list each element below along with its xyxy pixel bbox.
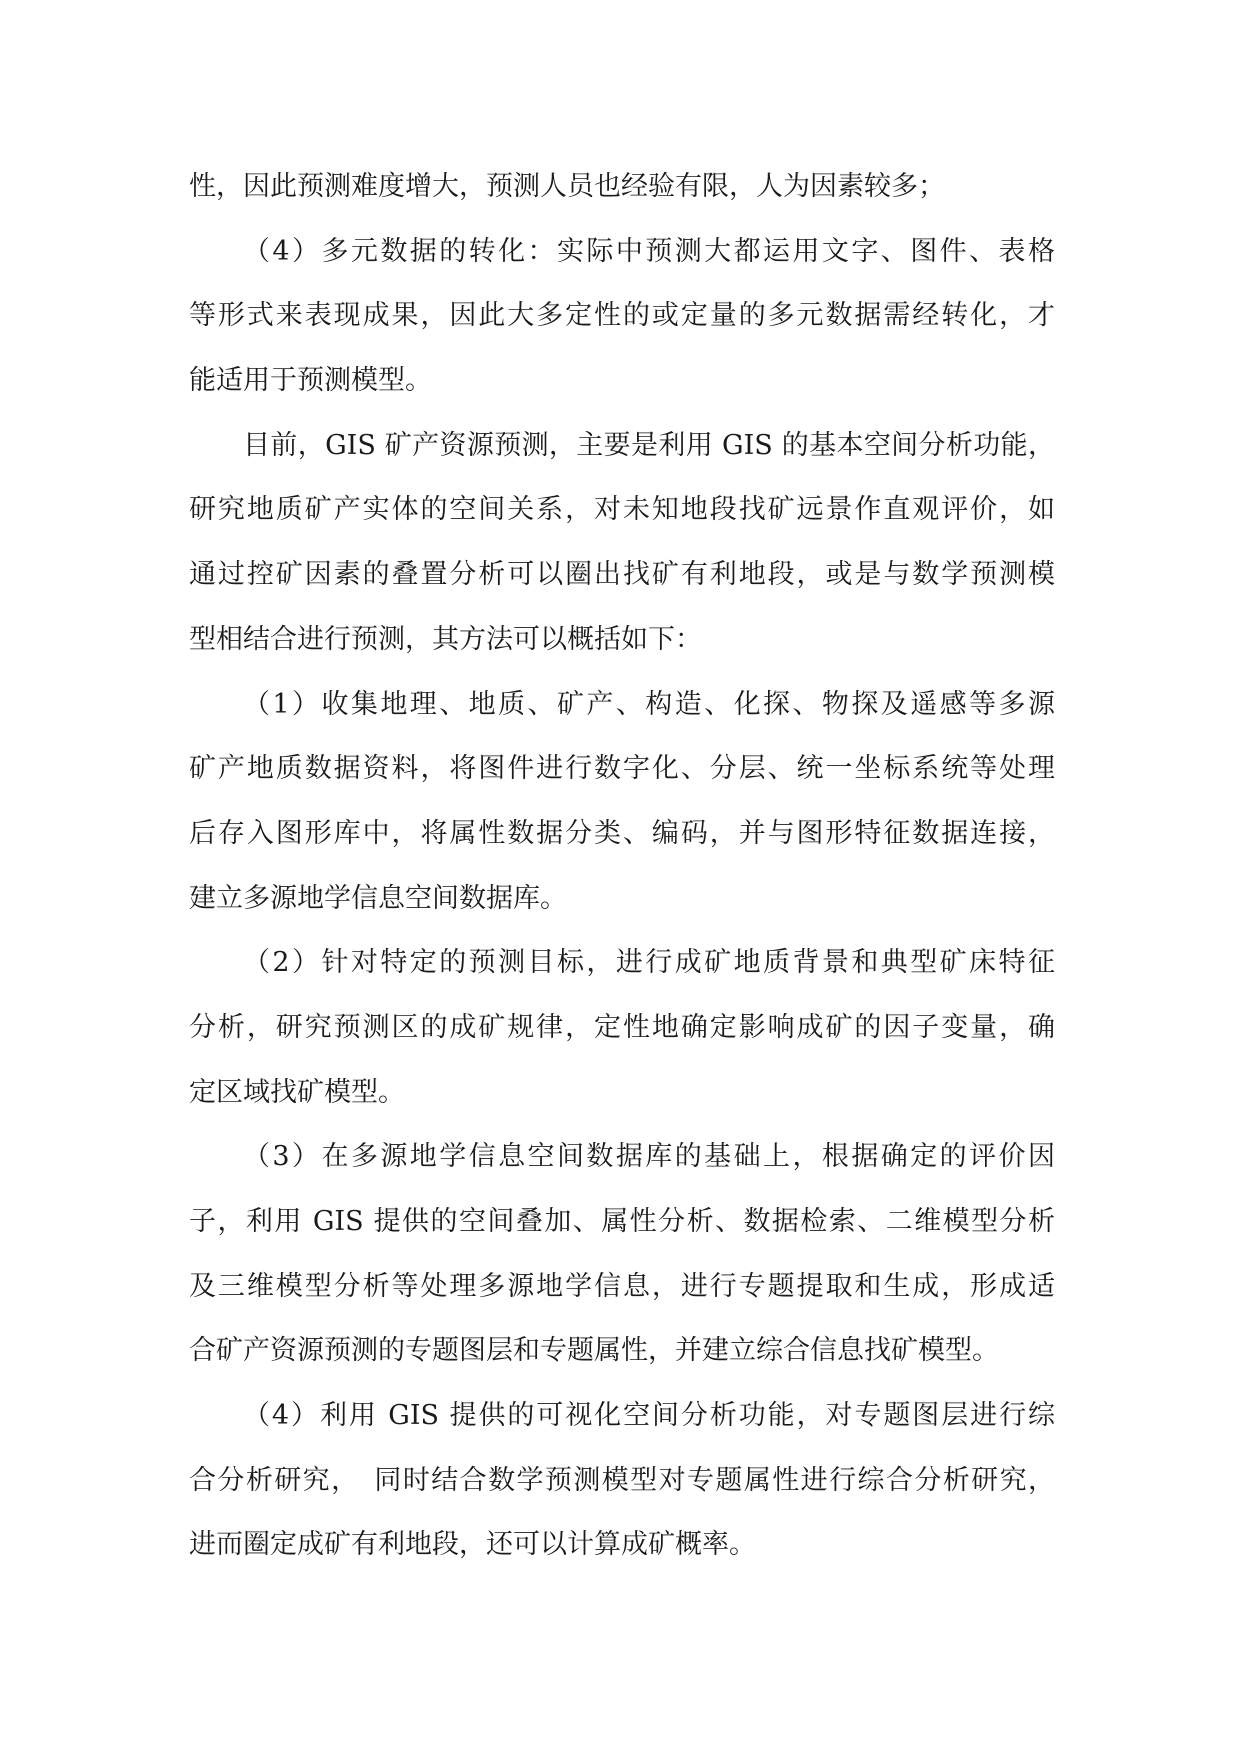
text-line: （3）在多源地学信息空间数据库的基础上，根据确定的评价因 — [243, 1141, 1055, 1173]
text-line: 目前，GIS 矿产资源预测，主要是利用 GIS 的基本空间分析功能， — [243, 429, 1055, 461]
text-line: 型相结合进行预测，其方法可以概括如下： — [189, 623, 702, 655]
text-line: 定区域找矿模型。 — [189, 1076, 405, 1108]
text-line: （1）收集地理、地质、矿产、构造、化探、物探及遥感等多源 — [243, 688, 1055, 720]
text-line: 分析，研究预测区的成矿规律，定性地确定影响成矿的因子变量，确 — [189, 1011, 1055, 1043]
text-line: 合矿产资源预测的专题图层和专题属性，并建立综合信息找矿模型。 — [189, 1335, 999, 1367]
body-text — [189, 155, 1055, 1578]
text-line: （4）利用 GIS 提供的可视化空间分析功能，对专题图层进行综 — [243, 1400, 1055, 1432]
text-line: 及三维模型分析等处理多源地学信息，进行专题提取和生成，形成适 — [189, 1270, 1055, 1302]
text-line: 合分析研究， 同时结合数学预测模型对专题属性进行综合分析研究， — [189, 1464, 1055, 1496]
text-line: 进而圈定成矿有利地段，还可以计算成矿概率。 — [189, 1529, 756, 1561]
text-line: （2）针对特定的预测目标，进行成矿地质背景和典型矿床特征 — [243, 947, 1055, 979]
text-line: 通过控矿因素的叠置分析可以圈出找矿有利地段，或是与数学预测模 — [189, 559, 1055, 591]
text-line: 后存入图形库中，将属性数据分类、编码，并与图形特征数据连接， — [189, 817, 1055, 849]
text-line: 能适用于预测模型。 — [189, 365, 432, 397]
text-line: 子，利用 GIS 提供的空间叠加、属性分析、数据检索、二维模型分析 — [189, 1206, 1055, 1237]
text-line: 矿产地质数据资料，将图件进行数字化、分层、统一坐标系统等处理 — [189, 753, 1055, 785]
text-line: 研究地质矿产实体的空间关系，对未知地段找矿远景作直观评价，如 — [189, 494, 1055, 526]
text-line: （4）多元数据的转化：实际中预测大都运用文字、图件、表格 — [243, 235, 1055, 267]
text-line: 性，因此预测难度增大，预测人员也经验有限，人为因素较多； — [189, 171, 945, 202]
text-line: 等形式来表现成果，因此大多定性的或定量的多元数据需经转化，才 — [189, 300, 1055, 332]
text-line: 建立多源地学信息空间数据库。 — [189, 882, 567, 914]
